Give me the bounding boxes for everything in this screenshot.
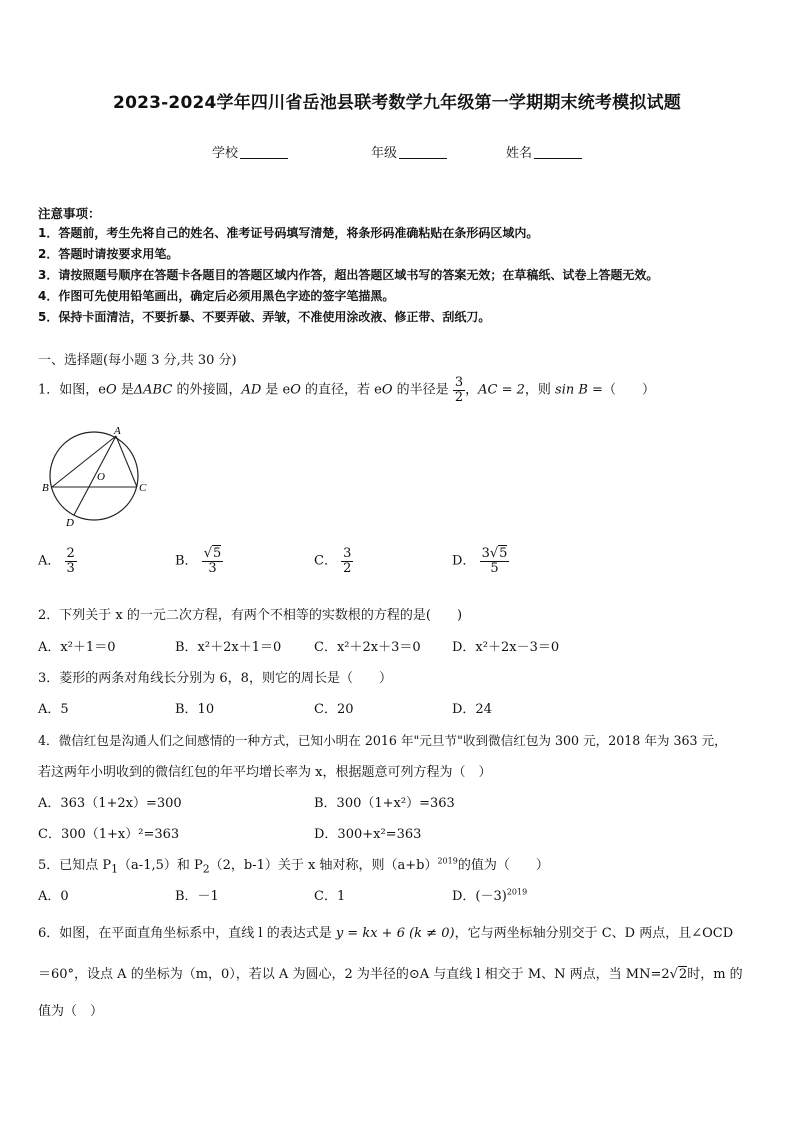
numerator: 3 (343, 546, 352, 561)
q5-text: 的值为（ ） (457, 858, 549, 873)
q5-option-b[interactable]: B．－1 (175, 889, 219, 904)
segment-ac (116, 436, 137, 487)
q1-triangle: ΔABC (133, 382, 173, 398)
q3-option-c[interactable]: C．20 (314, 702, 354, 717)
coefficient: 3 (481, 546, 490, 561)
question-4-line1: 4．微信红包是沟通人们之间感情的一种方式，已知小明在 2016 年"元旦节"收到微信红包为 300 元，2018 年为 363 元， (38, 733, 727, 748)
denominator: 2 (343, 560, 352, 576)
q2-option-a[interactable]: A．x²＋1＝0 (38, 640, 116, 655)
question-5 (38, 854, 549, 876)
school-label: 学校 (212, 146, 239, 161)
denominator: 3 (66, 560, 75, 576)
q4-option-c[interactable]: C．300（1+x）²=363 (38, 827, 180, 842)
q1-text: 的直径，若 e (300, 382, 382, 398)
q5-option-d[interactable] (452, 885, 527, 904)
q3-option-d[interactable]: D．24 (452, 702, 492, 717)
q3-option-a[interactable]: A．5 (38, 702, 69, 717)
exam-title: 2023-2024学年四川省岳池县联考数学九年级第一学期期末统考模拟试题 (113, 93, 681, 113)
q3-option-b[interactable]: B．10 (175, 702, 215, 717)
question-1 (38, 376, 655, 404)
option-label: C． (314, 553, 337, 569)
note-item: 5．保持卡面清洁，不要折暴、不要弄破、弄皱，不准使用涂改液、修正带、刮纸刀。 (38, 310, 491, 324)
q5-option-a[interactable]: A．0 (38, 889, 69, 904)
name-field (506, 142, 582, 161)
q1-var-o: O (381, 382, 393, 398)
question-6-line2: ＝60°，设点 A 的坐标为（m，0），若以 A 为圆心，2 为半径的⊙A 与直线 l 相交于 M、N 两点，当 MN=2√2时，m 的 (38, 967, 743, 982)
radicand: 5 (499, 546, 508, 561)
numerator: 3 (454, 375, 464, 390)
grade-field (371, 142, 447, 161)
q5-option-c[interactable]: C．1 (314, 889, 346, 904)
name-blank (534, 146, 582, 159)
note-item: 2．答题时请按要求用笔。 (38, 247, 179, 261)
q1-text: 的外接圆， (172, 382, 242, 398)
circle-o (50, 432, 138, 520)
label-c: C (139, 482, 147, 494)
q5-text: （a-1,5）和 P (118, 858, 203, 873)
q6-text: 6．如图，在平面直角坐标系中，直线 l 的表达式是 (38, 926, 336, 941)
q6-text: ，它与两坐标轴分别交于 C、D 两点，且∠OCD (454, 926, 734, 941)
label-d: D (66, 517, 74, 529)
segment-ad (74, 436, 116, 515)
q1-option-b[interactable] (175, 547, 223, 575)
q1-text: 是 e (261, 382, 291, 398)
q1-radius-fraction (453, 376, 465, 404)
exponent: 2019 (506, 887, 528, 897)
exponent: 2019 (437, 856, 458, 866)
circle-figure (36, 420, 156, 530)
subscript: 2 (202, 862, 210, 876)
q2-option-d[interactable]: D．x²＋2x－3＝0 (452, 640, 560, 655)
option-fraction (65, 547, 77, 575)
numerator: 3√5 (481, 546, 508, 561)
q1-var-o: O (290, 382, 301, 398)
segment-ab (52, 436, 116, 487)
q1-text: 1．如图，e (38, 382, 106, 398)
option-fraction (480, 547, 510, 575)
q4-option-a[interactable]: A．363（1+2x）=300 (38, 796, 182, 811)
question-3: 3．菱形的两条对角线长分别为 6，8，则它的周长是（ ） (38, 671, 392, 686)
option-label: D． (452, 553, 476, 569)
q6-expression: y = kx + 6 (k ≠ 0) (335, 926, 455, 941)
option-label: B． (175, 553, 198, 569)
denominator: 2 (454, 389, 464, 405)
question-2: 2．下列关于 x 的一元二次方程，有两个不相等的实数根的方程的是( ) (38, 608, 463, 623)
school-blank (240, 146, 288, 159)
grade-blank (399, 146, 447, 159)
numerator: 2 (66, 546, 75, 561)
q5-text: （2，b-1）关于 x 轴对称，则（a+b） (209, 858, 438, 873)
name-label: 姓名 (506, 146, 533, 161)
q1-option-c[interactable] (314, 547, 353, 575)
q4-option-b[interactable]: B．300（1+x²）=363 (314, 796, 455, 811)
q1-text: 的半径是 (392, 382, 449, 398)
q4-option-d[interactable]: D．300+x²=363 (314, 827, 422, 842)
subscript: 1 (111, 862, 119, 876)
q6-text: ＝60°，设点 A 的坐标为（m，0），若以 A 为圆心，2 为半径的⊙A 与直线 l 相交于 M、N 两点，当 MN=2 (38, 967, 670, 982)
q1-text: ，则 (524, 382, 556, 398)
q1-text: ， (465, 382, 479, 398)
note-item: 1．答题前，考生先将自己的姓名、准考证号码填写清楚，将条形码准确粘贴在条形码区域内。 (38, 226, 539, 240)
q2-option-c[interactable]: C．x²＋2x＋3＝0 (314, 640, 421, 655)
denominator: 3 (208, 560, 217, 576)
label-b: B (42, 482, 49, 494)
q1-ac: AC = 2 (478, 382, 525, 398)
option-fraction (341, 547, 353, 575)
section-heading: 一、选择题(每小题 3 分,共 30 分) (38, 353, 237, 368)
q2-option-b[interactable]: B．x²＋2x＋1＝0 (175, 640, 282, 655)
note-item: 3．请按照题号顺序在答题卡各题目的答题区域内作答，超出答题区域书写的答案无效；在草稿纸、试卷上答题无效。 (38, 268, 659, 282)
school-field (212, 142, 288, 161)
question-4-line2: 若这两年小明收到的微信红包的年平均增长率为 x，根据题意可列方程为（ ） (38, 765, 492, 780)
q1-text: 是 (116, 382, 134, 398)
q1-var-o: O (105, 382, 117, 398)
q1-sinb: sin B (555, 382, 588, 398)
question-6-line1 (38, 922, 733, 941)
q1-ad: AD (241, 382, 262, 398)
q5-text: 5．已知点 P (38, 858, 112, 873)
numerator: √5 (203, 546, 222, 561)
q6-text: 时，m 的 (687, 967, 743, 982)
label-o: O (97, 471, 105, 483)
option-fraction (202, 547, 224, 575)
radicand: 5 (213, 546, 222, 561)
grade-label: 年级 (371, 146, 398, 161)
radicand: 2 (678, 967, 688, 982)
q1-text: =（ ） (587, 382, 655, 398)
q1-option-a[interactable] (38, 547, 77, 575)
option-text: D．(－3) (452, 889, 507, 904)
notes-heading: 注意事项： (38, 206, 101, 221)
question-6-line3: 值为（ ） (38, 1004, 104, 1019)
denominator: 5 (490, 560, 499, 576)
option-label: A． (38, 553, 61, 569)
q1-option-d[interactable] (452, 547, 509, 575)
label-a: A (114, 425, 121, 437)
note-item: 4．作图可先使用铅笔画出，确定后必须用黑色字迹的签字笔描黑。 (38, 289, 395, 303)
